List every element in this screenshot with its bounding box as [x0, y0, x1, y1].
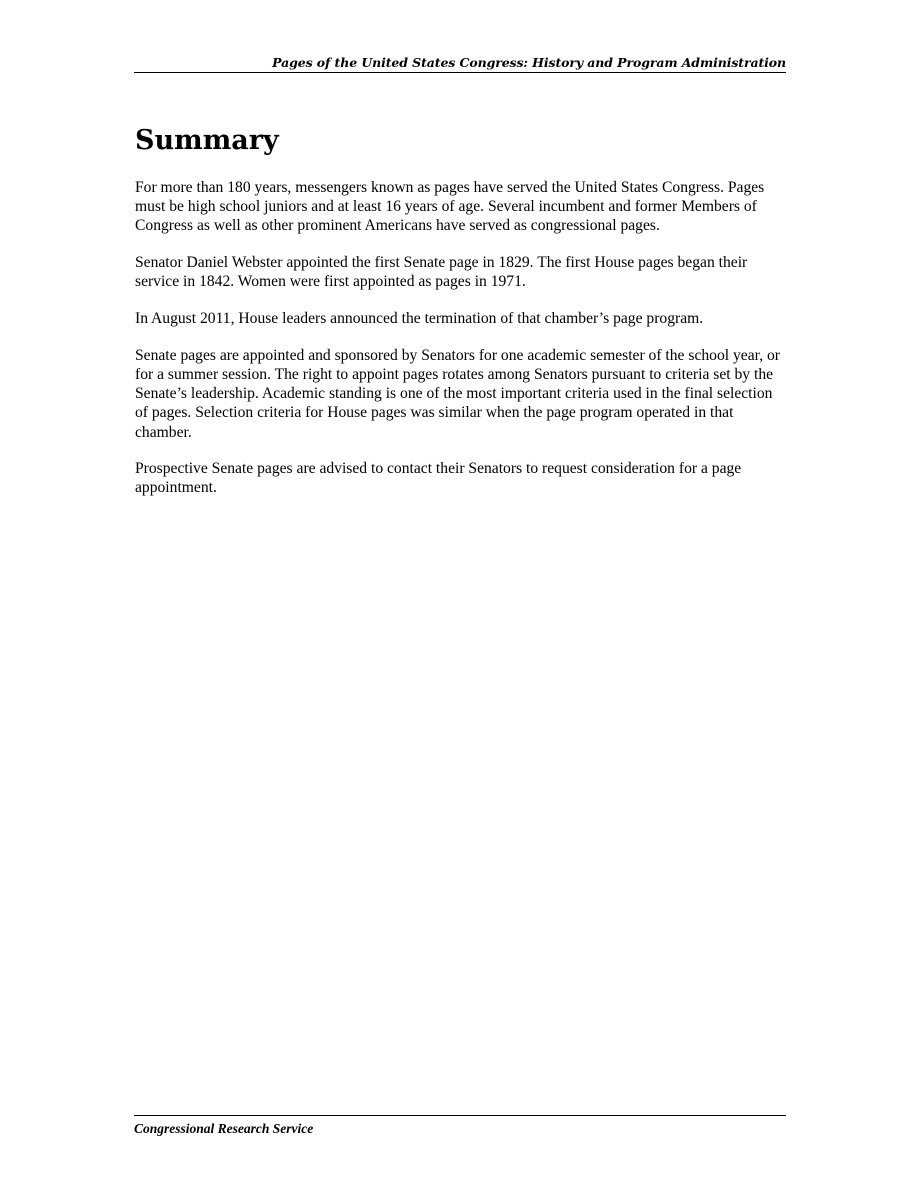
paragraph-prospective-pages: Prospective Senate pages are advised to contact their Senators to request consideration for a page appointment. — [135, 460, 742, 497]
paragraph-senate-appointment: Senate pages are appointed and sponsored by Senators for one academic semester of the school year, or for a summer session. The right to appoint pages rotates among Senators pursuant to criteria set by the Senate’s leadership. Academic standing is one of the most important criteria used in the final selection of pages. Selection criteria for House pages was similar when the page program operated in that chamber. — [135, 346, 780, 441]
running-header: Pages of the United States Congress: History and Program Administration — [134, 54, 786, 73]
summary-body — [135, 178, 789, 515]
running-footer: Congressional Research Service — [134, 1115, 786, 1138]
paragraph-intro: For more than 180 years, messengers known as pages have served the United States Congress. Pages must be high school juniors and at least 16 years of age. Several incumbent and former Members of Congress as well as other prominent Americans have served as congressional pages. — [135, 179, 765, 235]
paragraph-history: Senator Daniel Webster appointed the first Senate page in 1829. The first House pages began their service in 1842. Women were first appointed as pages in 1971. — [135, 254, 748, 291]
page-title: Summary — [135, 125, 279, 156]
paragraph-house-termination: In August 2011, House leaders announced the termination of that chamber’s page program. — [135, 310, 704, 328]
